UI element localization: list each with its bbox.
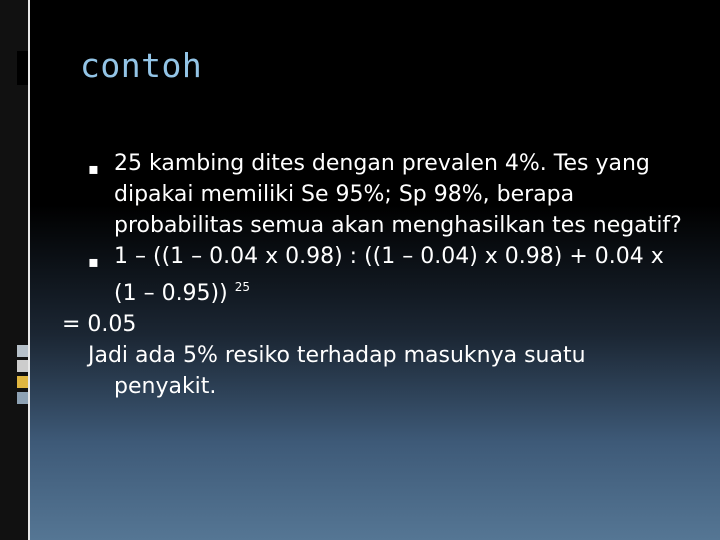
slide-body bbox=[62, 148, 688, 402]
decor-block-blue bbox=[17, 392, 28, 404]
decor-block-yellow bbox=[17, 376, 28, 388]
decor-block-grey bbox=[17, 345, 28, 357]
left-divider-line bbox=[28, 0, 30, 540]
bullet-text-formula: 1 – ((1 – 0.04 x 0.98) : ((1 – 0.04) x 0.98) + 0.04 x (1 – 0.95)) bbox=[114, 244, 664, 306]
slide-title: contoh bbox=[80, 46, 203, 85]
bullet-text-question: 25 kambing dites dengan prevalen 4%. Tes yang dipakai memiliki Se 95%; Sp 98%, berapa probabilitas semua akan menghasilkan tes negatif? bbox=[114, 151, 682, 238]
bullet-item-question bbox=[88, 148, 688, 241]
title-marker-block bbox=[17, 51, 28, 85]
bullet-item-formula bbox=[88, 241, 688, 309]
conclusion-text: Jadi ada 5% resiko terhadap masuknya suatu penyakit. bbox=[88, 343, 586, 399]
square-bullet-icon: ▪ bbox=[88, 159, 99, 178]
result-line: = 0.05 bbox=[62, 312, 137, 337]
square-bullet-icon: ▪ bbox=[88, 252, 99, 271]
formula-exponent: 25 bbox=[234, 280, 250, 294]
decor-block-light bbox=[17, 360, 28, 372]
